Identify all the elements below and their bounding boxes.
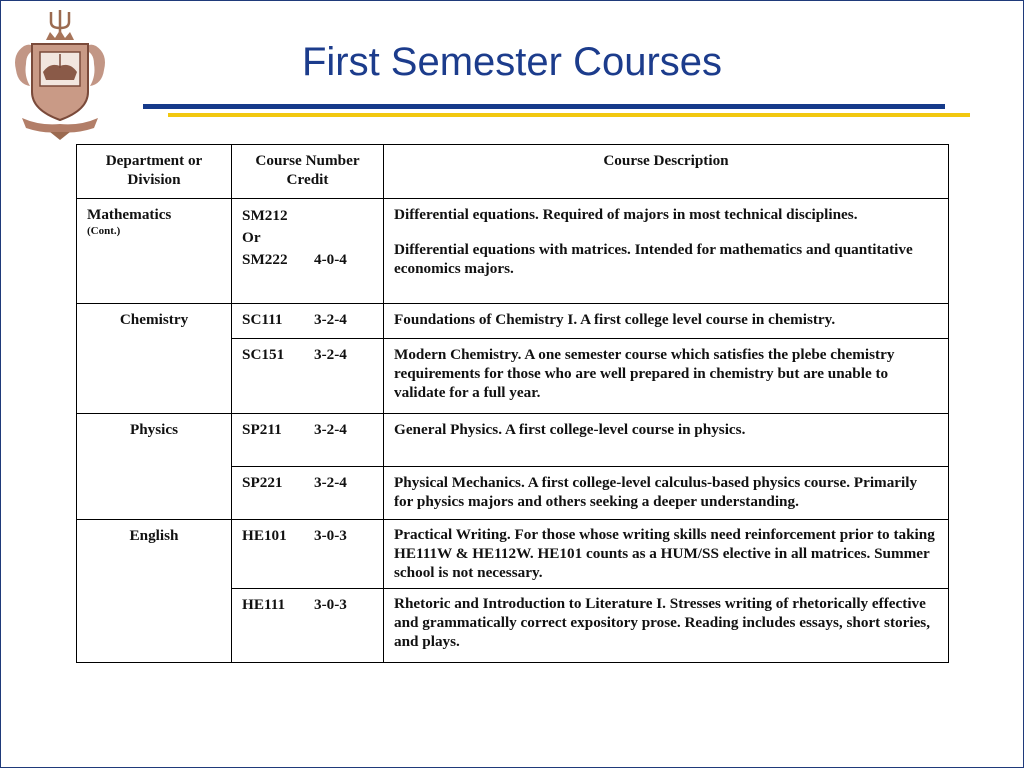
course-number-cell <box>232 199 384 304</box>
course-code: HE101 <box>242 527 287 544</box>
course-number-cell <box>232 520 384 589</box>
course-credit: 4-0-4 <box>314 251 347 268</box>
department-name: Physics <box>129 421 179 438</box>
course-credit: 3-0-3 <box>314 596 347 613</box>
department-cell <box>77 520 232 663</box>
course-description: Modern Chemistry. A one semester course which satisfies the plebe chemistry requirements for those who are well prepared in chemistry but are unable to validate for a full year. <box>384 339 949 414</box>
course-description: Differential equations. Required of majors in most technical disciplines. <box>394 206 858 223</box>
course-number-cell <box>232 304 384 339</box>
course-code: SM212 <box>242 207 288 224</box>
header-course-number: Course Number Credit <box>232 145 384 199</box>
course-description: Differential equations with matrices. Intended for mathematics and quantitative economics majors. <box>394 241 913 277</box>
table-row <box>77 199 949 304</box>
course-description: Practical Writing. For those whose writing skills need reinforcement prior to taking HE111W & HE112W. HE101 counts as a HUM/SS elective in all matrices. Summer school is not necessary. <box>384 520 949 589</box>
table-row <box>77 304 949 339</box>
table-row <box>77 520 949 589</box>
course-credit: 3-2-4 <box>314 346 347 363</box>
table-header-row <box>77 145 949 199</box>
course-credit: 3-2-4 <box>314 311 347 328</box>
course-number-cell <box>232 414 384 467</box>
title-underline-gold <box>168 113 970 117</box>
course-code: SC151 <box>242 346 285 363</box>
course-or: Or <box>242 229 261 246</box>
title-underline-blue <box>143 104 945 109</box>
courses-table <box>76 144 949 663</box>
description-cell <box>384 199 949 304</box>
department-cell <box>77 304 232 414</box>
header-department: Department or Division <box>77 145 232 199</box>
course-credit: 3-2-4 <box>314 421 347 438</box>
department-name: Mathematics <box>87 206 172 223</box>
department-note: (Cont.) <box>87 225 121 237</box>
course-code: SP211 <box>242 421 282 438</box>
course-code: SP221 <box>242 474 283 491</box>
course-description: Physical Mechanics. A first college-level calculus-based physics course. Primarily for physics majors and others seeking a deeper understanding. <box>384 467 949 520</box>
course-code: HE111 <box>242 596 286 613</box>
course-number-cell <box>232 339 384 414</box>
course-code: SM222 <box>242 251 288 268</box>
table-row <box>77 414 949 467</box>
slide-title: First Semester Courses <box>301 40 723 84</box>
course-credit: 3-0-3 <box>314 527 347 544</box>
course-description: Foundations of Chemistry I. A first college level course in chemistry. <box>384 304 949 339</box>
department-cell <box>77 414 232 520</box>
course-description: Rhetoric and Introduction to Literature I. Stresses writing of rhetorically effective and grammatically correct expository prose. Reading includes essays, short stories, and plays. <box>384 589 949 663</box>
course-credit: 3-2-4 <box>314 474 347 491</box>
department-name: English <box>129 527 179 544</box>
header-description: Course Description <box>384 145 949 199</box>
course-number-cell <box>232 589 384 663</box>
course-number-cell <box>232 467 384 520</box>
department-cell <box>77 199 232 304</box>
course-code: SC111 <box>242 311 283 328</box>
course-description: General Physics. A first college-level course in physics. <box>384 414 949 467</box>
department-name: Chemistry <box>119 311 189 328</box>
